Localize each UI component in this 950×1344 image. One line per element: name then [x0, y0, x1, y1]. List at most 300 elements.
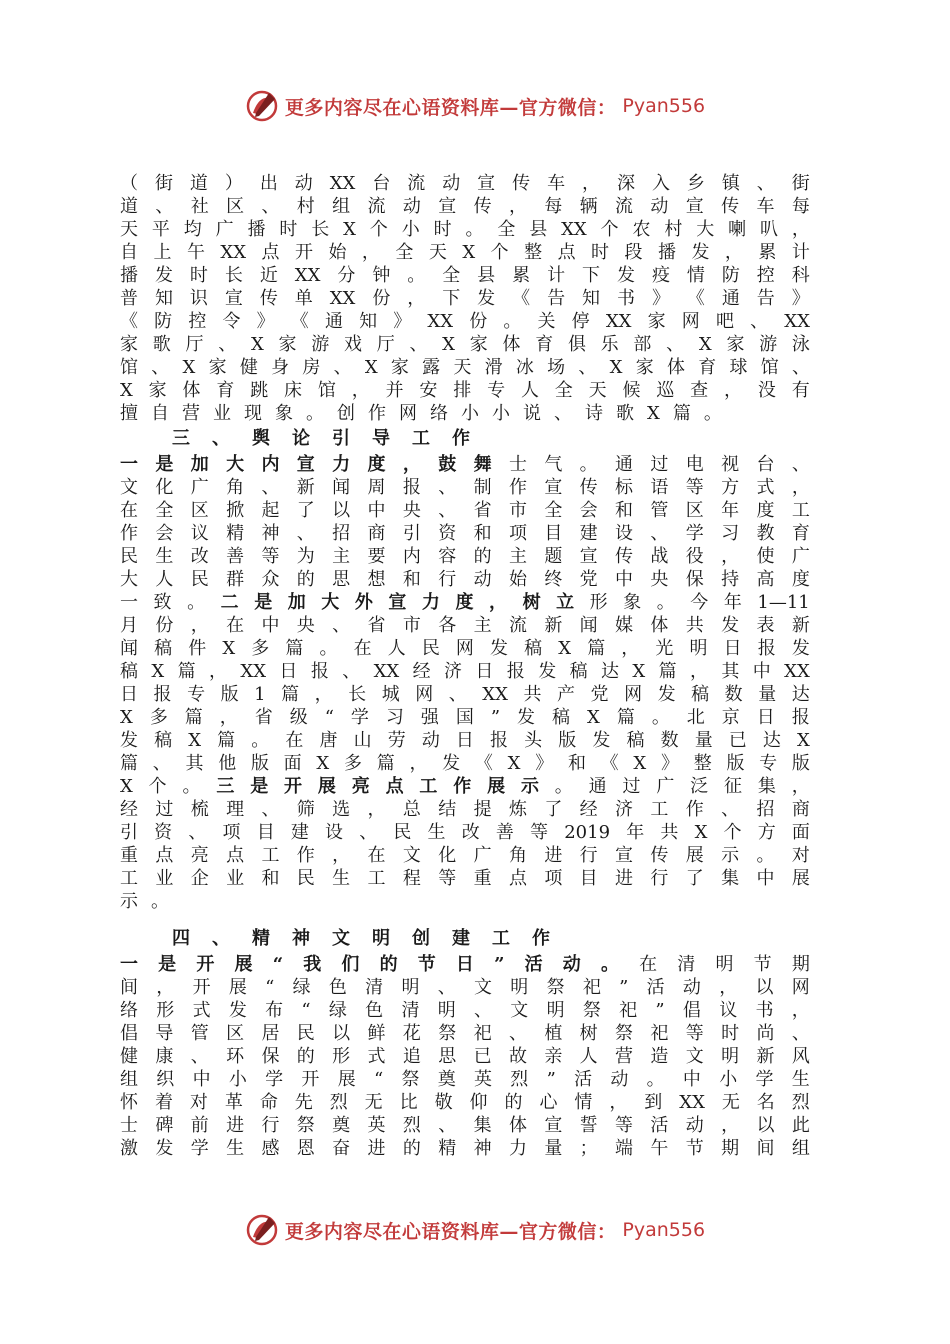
- glyph: 展: [791, 868, 810, 889]
- glyph: 。: [465, 219, 484, 240]
- banner-wechat-id: Pyan556: [622, 1219, 706, 1241]
- glyph: 工: [492, 928, 510, 949]
- glyph: ，: [409, 753, 428, 774]
- glyph: XX: [679, 1092, 705, 1113]
- text-line: [120, 195, 810, 218]
- glyph: 《: [600, 753, 619, 774]
- glyph: 擅: [120, 403, 138, 424]
- glyph: 宣: [544, 1115, 563, 1136]
- glyph: ”: [490, 707, 501, 728]
- glyph: 播: [247, 219, 266, 240]
- glyph: 中: [367, 500, 386, 521]
- glyph: 泛: [690, 776, 709, 797]
- glyph: 街: [154, 173, 173, 194]
- glyph: 、: [409, 334, 428, 355]
- glyph: 小: [719, 1069, 738, 1090]
- glyph: X: [151, 661, 165, 682]
- glyph: 先: [294, 1092, 313, 1113]
- glyph: 工: [367, 868, 386, 889]
- glyph: ，: [724, 380, 743, 401]
- glyph: 方: [721, 477, 740, 498]
- glyph: 家: [647, 311, 666, 332]
- glyph: 进: [615, 868, 634, 889]
- glyph: 体: [508, 1115, 527, 1136]
- glyph: 年: [723, 592, 742, 613]
- glyph: 组: [332, 196, 351, 217]
- glyph: X: [587, 707, 600, 728]
- glyph: 前: [190, 1115, 209, 1136]
- glyph: 泳: [791, 334, 810, 355]
- glyph: 以: [755, 977, 774, 998]
- glyph: 城: [381, 684, 400, 705]
- glyph: 开: [192, 977, 211, 998]
- text-line: [120, 310, 810, 333]
- glyph: 角: [508, 845, 527, 866]
- text-line: [120, 867, 810, 890]
- glyph: 份: [155, 615, 174, 636]
- glyph: 疫: [651, 265, 670, 286]
- glyph: 目: [579, 868, 598, 889]
- glyph: 行: [650, 868, 669, 889]
- glyph: 稿: [691, 684, 710, 705]
- glyph: 生: [226, 1138, 245, 1159]
- glyph: 了: [296, 500, 315, 521]
- glyph: 全: [395, 242, 414, 263]
- glyph: 业: [213, 403, 231, 424]
- glyph: 中: [682, 1069, 701, 1090]
- glyph: 唐: [319, 730, 338, 751]
- glyph: 稿: [569, 661, 588, 682]
- glyph: XX: [427, 311, 454, 332]
- glyph: 传: [650, 845, 669, 866]
- glyph: 报: [402, 477, 421, 498]
- glyph: 达: [762, 730, 781, 751]
- glyph: 、: [212, 428, 230, 449]
- glyph: 其: [721, 661, 740, 682]
- glyph: 民: [296, 1023, 315, 1044]
- glyph: 革: [224, 1092, 243, 1113]
- glyph: 村: [296, 196, 315, 217]
- glyph: 传: [259, 288, 278, 309]
- glyph: 个: [148, 776, 167, 797]
- glyph: 、: [333, 357, 352, 378]
- glyph: 络: [120, 1000, 138, 1021]
- glyph: 戏: [343, 334, 362, 355]
- glyph: 动: [650, 196, 669, 217]
- glyph: 倡: [120, 1023, 138, 1044]
- glyph: 下: [442, 288, 461, 309]
- glyph: 头: [524, 730, 543, 751]
- glyph: 入: [651, 173, 670, 194]
- glyph: 了: [544, 799, 563, 820]
- text-line: [120, 333, 810, 356]
- glyph: 家: [148, 380, 167, 401]
- glyph: 已: [728, 730, 747, 751]
- glyph: 、: [342, 661, 361, 682]
- glyph: ，: [791, 219, 810, 240]
- glyph: 。: [503, 311, 522, 332]
- glyph: 奠: [332, 1115, 351, 1136]
- text-line: [120, 591, 810, 614]
- text-line: [120, 1045, 810, 1068]
- glyph: 动: [610, 1069, 629, 1090]
- glyph: 建: [290, 822, 309, 843]
- header-banner: [0, 86, 950, 126]
- glyph: 家: [120, 334, 138, 355]
- glyph: 停: [571, 311, 590, 332]
- glyph: 出: [259, 173, 278, 194]
- glyph: X: [222, 638, 236, 659]
- glyph: 征: [724, 776, 743, 797]
- glyph: 役: [685, 546, 704, 567]
- glyph: 明: [721, 1046, 740, 1067]
- glyph: 制: [473, 477, 492, 498]
- glyph: 大: [226, 454, 245, 475]
- glyph: 网: [455, 638, 474, 659]
- glyph: 党: [579, 569, 598, 590]
- glyph: 通: [615, 454, 634, 475]
- glyph: 议: [190, 523, 209, 544]
- glyph: 祀: [619, 1000, 638, 1021]
- glyph: 形: [589, 592, 608, 613]
- glyph: 形: [332, 1046, 351, 1067]
- glyph: 共: [685, 615, 704, 636]
- glyph: 碑: [155, 1115, 174, 1136]
- banner-text: 更多内容尽在心语资料库—官方微信：: [284, 1220, 617, 1243]
- glyph: 善: [226, 546, 245, 567]
- glyph: 、: [791, 1023, 810, 1044]
- glyph: 设: [615, 523, 634, 544]
- glyph: 大: [120, 569, 138, 590]
- text-line: [120, 660, 810, 683]
- glyph: 人: [387, 638, 406, 659]
- glyph: 业: [226, 868, 245, 889]
- glyph: 建: [579, 523, 598, 544]
- glyph: 亲: [544, 1046, 563, 1067]
- glyph: 民: [421, 638, 440, 659]
- glyph: 点: [508, 868, 527, 889]
- glyph: 主: [332, 546, 351, 567]
- glyph: 开: [284, 776, 303, 797]
- glyph: XX: [784, 661, 810, 682]
- glyph: 对: [791, 845, 810, 866]
- glyph: 在: [639, 954, 658, 975]
- glyph: 、: [750, 311, 769, 332]
- glyph: ，: [582, 173, 601, 194]
- text-line: [120, 172, 810, 195]
- glyph: 件: [188, 638, 207, 659]
- glyph: 等: [530, 822, 549, 843]
- glyph: 时: [279, 219, 298, 240]
- glyph: 时: [189, 265, 208, 286]
- glyph: 在: [226, 615, 245, 636]
- glyph: 生: [427, 822, 446, 843]
- glyph: 论: [292, 428, 310, 449]
- glyph: 、: [188, 822, 207, 843]
- glyph: 广: [190, 477, 209, 498]
- glyph: X: [120, 776, 133, 797]
- glyph: 明: [372, 928, 390, 949]
- glyph: 个: [369, 219, 388, 240]
- glyph: 专: [487, 380, 506, 401]
- glyph: 镇: [721, 173, 740, 194]
- glyph: 发: [517, 707, 536, 728]
- glyph: 篇: [285, 638, 304, 659]
- glyph: ，: [314, 684, 333, 705]
- glyph: 份: [469, 311, 488, 332]
- glyph: 、: [438, 500, 457, 521]
- glyph: “: [265, 977, 275, 998]
- glyph: 。: [319, 638, 338, 659]
- text-line: [120, 264, 810, 287]
- glyph: 天: [428, 242, 447, 263]
- glyph: 通: [324, 311, 343, 332]
- glyph: 量: [694, 730, 713, 751]
- glyph: 程: [402, 868, 421, 889]
- glyph: 色: [365, 1000, 384, 1021]
- glyph: 区: [685, 500, 704, 521]
- glyph: 一: [120, 592, 138, 613]
- glyph: 济: [444, 661, 463, 682]
- glyph: 。: [554, 776, 573, 797]
- glyph: 作: [452, 428, 470, 449]
- glyph: 招: [756, 799, 775, 820]
- glyph: 流: [407, 173, 426, 194]
- glyph: 车: [756, 196, 775, 217]
- glyph: 表: [756, 615, 775, 636]
- glyph: 其: [185, 753, 204, 774]
- glyph: 民: [190, 569, 209, 590]
- glyph: 共: [660, 822, 679, 843]
- glyph: 体: [666, 357, 685, 378]
- glyph: 。: [756, 845, 775, 866]
- glyph: 明: [510, 977, 529, 998]
- glyph: 时: [433, 219, 452, 240]
- glyph: 工: [261, 845, 280, 866]
- text-line: [120, 522, 810, 545]
- glyph: 祭: [438, 1023, 457, 1044]
- glyph: 设: [325, 822, 344, 843]
- glyph: X: [120, 707, 133, 728]
- text-line: [120, 1137, 810, 1160]
- glyph: 掀: [226, 500, 245, 521]
- glyph: 文: [685, 1046, 704, 1067]
- glyph: 植: [544, 1023, 563, 1044]
- glyph: 、: [438, 477, 457, 498]
- glyph: X: [694, 822, 708, 843]
- glyph: 日: [120, 684, 138, 705]
- glyph: ，: [721, 1115, 740, 1136]
- glyph: 展: [228, 977, 247, 998]
- glyph: 发: [592, 730, 611, 751]
- glyph: 色: [328, 977, 347, 998]
- glyph: 作: [532, 928, 550, 949]
- glyph: 、: [756, 173, 775, 194]
- glyph: 、: [437, 977, 456, 998]
- glyph: 、: [474, 1000, 493, 1021]
- glyph: 区: [226, 1023, 245, 1044]
- glyph: XX: [329, 173, 356, 194]
- glyph: 建: [452, 928, 470, 949]
- text-line: [120, 890, 810, 913]
- glyph: 台: [372, 173, 391, 194]
- glyph: 心: [539, 1092, 558, 1113]
- glyph: 县: [477, 265, 496, 286]
- glyph: 神: [473, 1138, 492, 1159]
- glyph: 追: [402, 1046, 421, 1067]
- glyph: 识: [189, 288, 208, 309]
- glyph: 家: [390, 357, 409, 378]
- glyph: 始: [328, 242, 347, 263]
- glyph: 命: [259, 1092, 278, 1113]
- glyph: 广: [215, 219, 234, 240]
- glyph: 作: [685, 799, 704, 820]
- glyph: 他: [218, 753, 237, 774]
- glyph: 新: [296, 477, 315, 498]
- glyph: 中: [261, 615, 280, 636]
- glyph: 全: [544, 500, 563, 521]
- glyph: 绿: [292, 977, 311, 998]
- glyph: 结: [438, 799, 457, 820]
- glyph: XX: [220, 242, 247, 263]
- glyph: 。: [646, 1069, 665, 1090]
- glyph: 烈: [329, 1092, 348, 1113]
- glyph: 目: [256, 822, 275, 843]
- glyph: 馆: [120, 357, 138, 378]
- glyph: 居: [261, 1023, 280, 1044]
- glyph: 祭: [546, 977, 565, 998]
- glyph: 稿: [154, 638, 173, 659]
- glyph: 《: [686, 288, 705, 309]
- glyph: 面: [283, 753, 302, 774]
- glyph: 歌: [152, 334, 171, 355]
- glyph: 市: [402, 615, 421, 636]
- glyph: 。: [600, 954, 619, 975]
- glyph: 清: [677, 954, 696, 975]
- text-line: [120, 976, 810, 999]
- glyph: 版: [220, 684, 239, 705]
- glyph: 过: [622, 776, 641, 797]
- glyph: “: [324, 707, 334, 728]
- glyph: ，: [190, 615, 209, 636]
- glyph: 管: [650, 500, 669, 521]
- glyph: 宣: [579, 546, 598, 567]
- glyph: 县: [529, 219, 548, 240]
- glyph: 报: [757, 638, 776, 659]
- glyph: 床: [284, 380, 303, 401]
- glyph: 光: [655, 638, 674, 659]
- glyph: ，: [361, 242, 380, 263]
- glyph: ，: [621, 638, 640, 659]
- glyph: 小: [461, 403, 479, 424]
- glyph: 祀: [473, 1023, 492, 1044]
- glyph: 版: [558, 730, 577, 751]
- glyph: 。: [651, 707, 670, 728]
- glyph: 式: [756, 477, 775, 498]
- glyph: 了: [685, 868, 704, 889]
- glyph: 宣: [224, 288, 243, 309]
- glyph: 集: [473, 1115, 492, 1136]
- glyph: ，: [791, 776, 810, 797]
- glyph: X: [182, 357, 196, 378]
- glyph: ，: [367, 799, 386, 820]
- glyph: 鲜: [367, 1023, 386, 1044]
- glyph: 控: [756, 265, 775, 286]
- glyph: 家: [469, 334, 488, 355]
- glyph: 道: [189, 173, 208, 194]
- logo-icon: [245, 1213, 279, 1247]
- glyph: 项: [544, 868, 563, 889]
- glyph: 会: [579, 500, 598, 521]
- glyph: 日: [279, 661, 298, 682]
- glyph: 经: [579, 799, 598, 820]
- glyph: 产: [557, 684, 575, 705]
- glyph: 祭: [296, 1115, 315, 1136]
- glyph: 《: [474, 753, 493, 774]
- glyph: 区: [226, 196, 245, 217]
- glyph: 全: [554, 380, 573, 401]
- glyph: 情: [574, 1092, 593, 1113]
- glyph: 重: [120, 845, 138, 866]
- glyph: 资: [438, 523, 457, 544]
- glyph: 理: [226, 799, 245, 820]
- glyph: 以: [332, 1023, 351, 1044]
- glyph: 们: [341, 954, 360, 975]
- glyph: ，: [689, 661, 708, 682]
- text-line: [120, 218, 810, 241]
- glyph: 等: [438, 868, 457, 889]
- glyph: 份: [372, 288, 391, 309]
- glyph: 经: [412, 661, 431, 682]
- glyph: 身: [271, 357, 290, 378]
- glyph: 工: [412, 428, 430, 449]
- glyph: 篇: [376, 753, 395, 774]
- text-line: [120, 614, 810, 637]
- glyph: ，: [721, 546, 740, 567]
- glyph: 小: [401, 219, 420, 240]
- glyph: 午: [650, 1138, 669, 1159]
- glyph: 下: [582, 265, 601, 286]
- glyph: 力: [421, 592, 440, 613]
- glyph: 厅: [376, 334, 395, 355]
- glyph: 各: [438, 615, 457, 636]
- glyph: 专: [759, 753, 778, 774]
- glyph: 辆: [579, 196, 598, 217]
- glyph: 比: [399, 1092, 418, 1113]
- glyph: 怀: [120, 1092, 138, 1113]
- glyph: 、: [791, 357, 810, 378]
- glyph: 俱: [567, 334, 586, 355]
- glyph: 。: [579, 454, 598, 475]
- glyph: “: [301, 1000, 311, 1021]
- glyph: 改: [461, 822, 480, 843]
- text-line: [120, 568, 810, 591]
- glyph: 。: [703, 403, 722, 424]
- glyph: 花: [402, 1023, 421, 1044]
- glyph: 示: [520, 776, 539, 797]
- section-heading: [120, 925, 810, 953]
- glyph: 游: [311, 334, 330, 355]
- glyph: 发: [120, 730, 138, 751]
- glyph: 祭: [401, 1069, 420, 1090]
- glyph: 版: [791, 753, 810, 774]
- glyph: ，: [351, 380, 370, 401]
- glyph: 网: [791, 977, 810, 998]
- glyph: 节: [417, 954, 436, 975]
- glyph: 作: [296, 845, 315, 866]
- glyph: 士: [508, 454, 527, 475]
- glyph: 式: [367, 1046, 386, 1067]
